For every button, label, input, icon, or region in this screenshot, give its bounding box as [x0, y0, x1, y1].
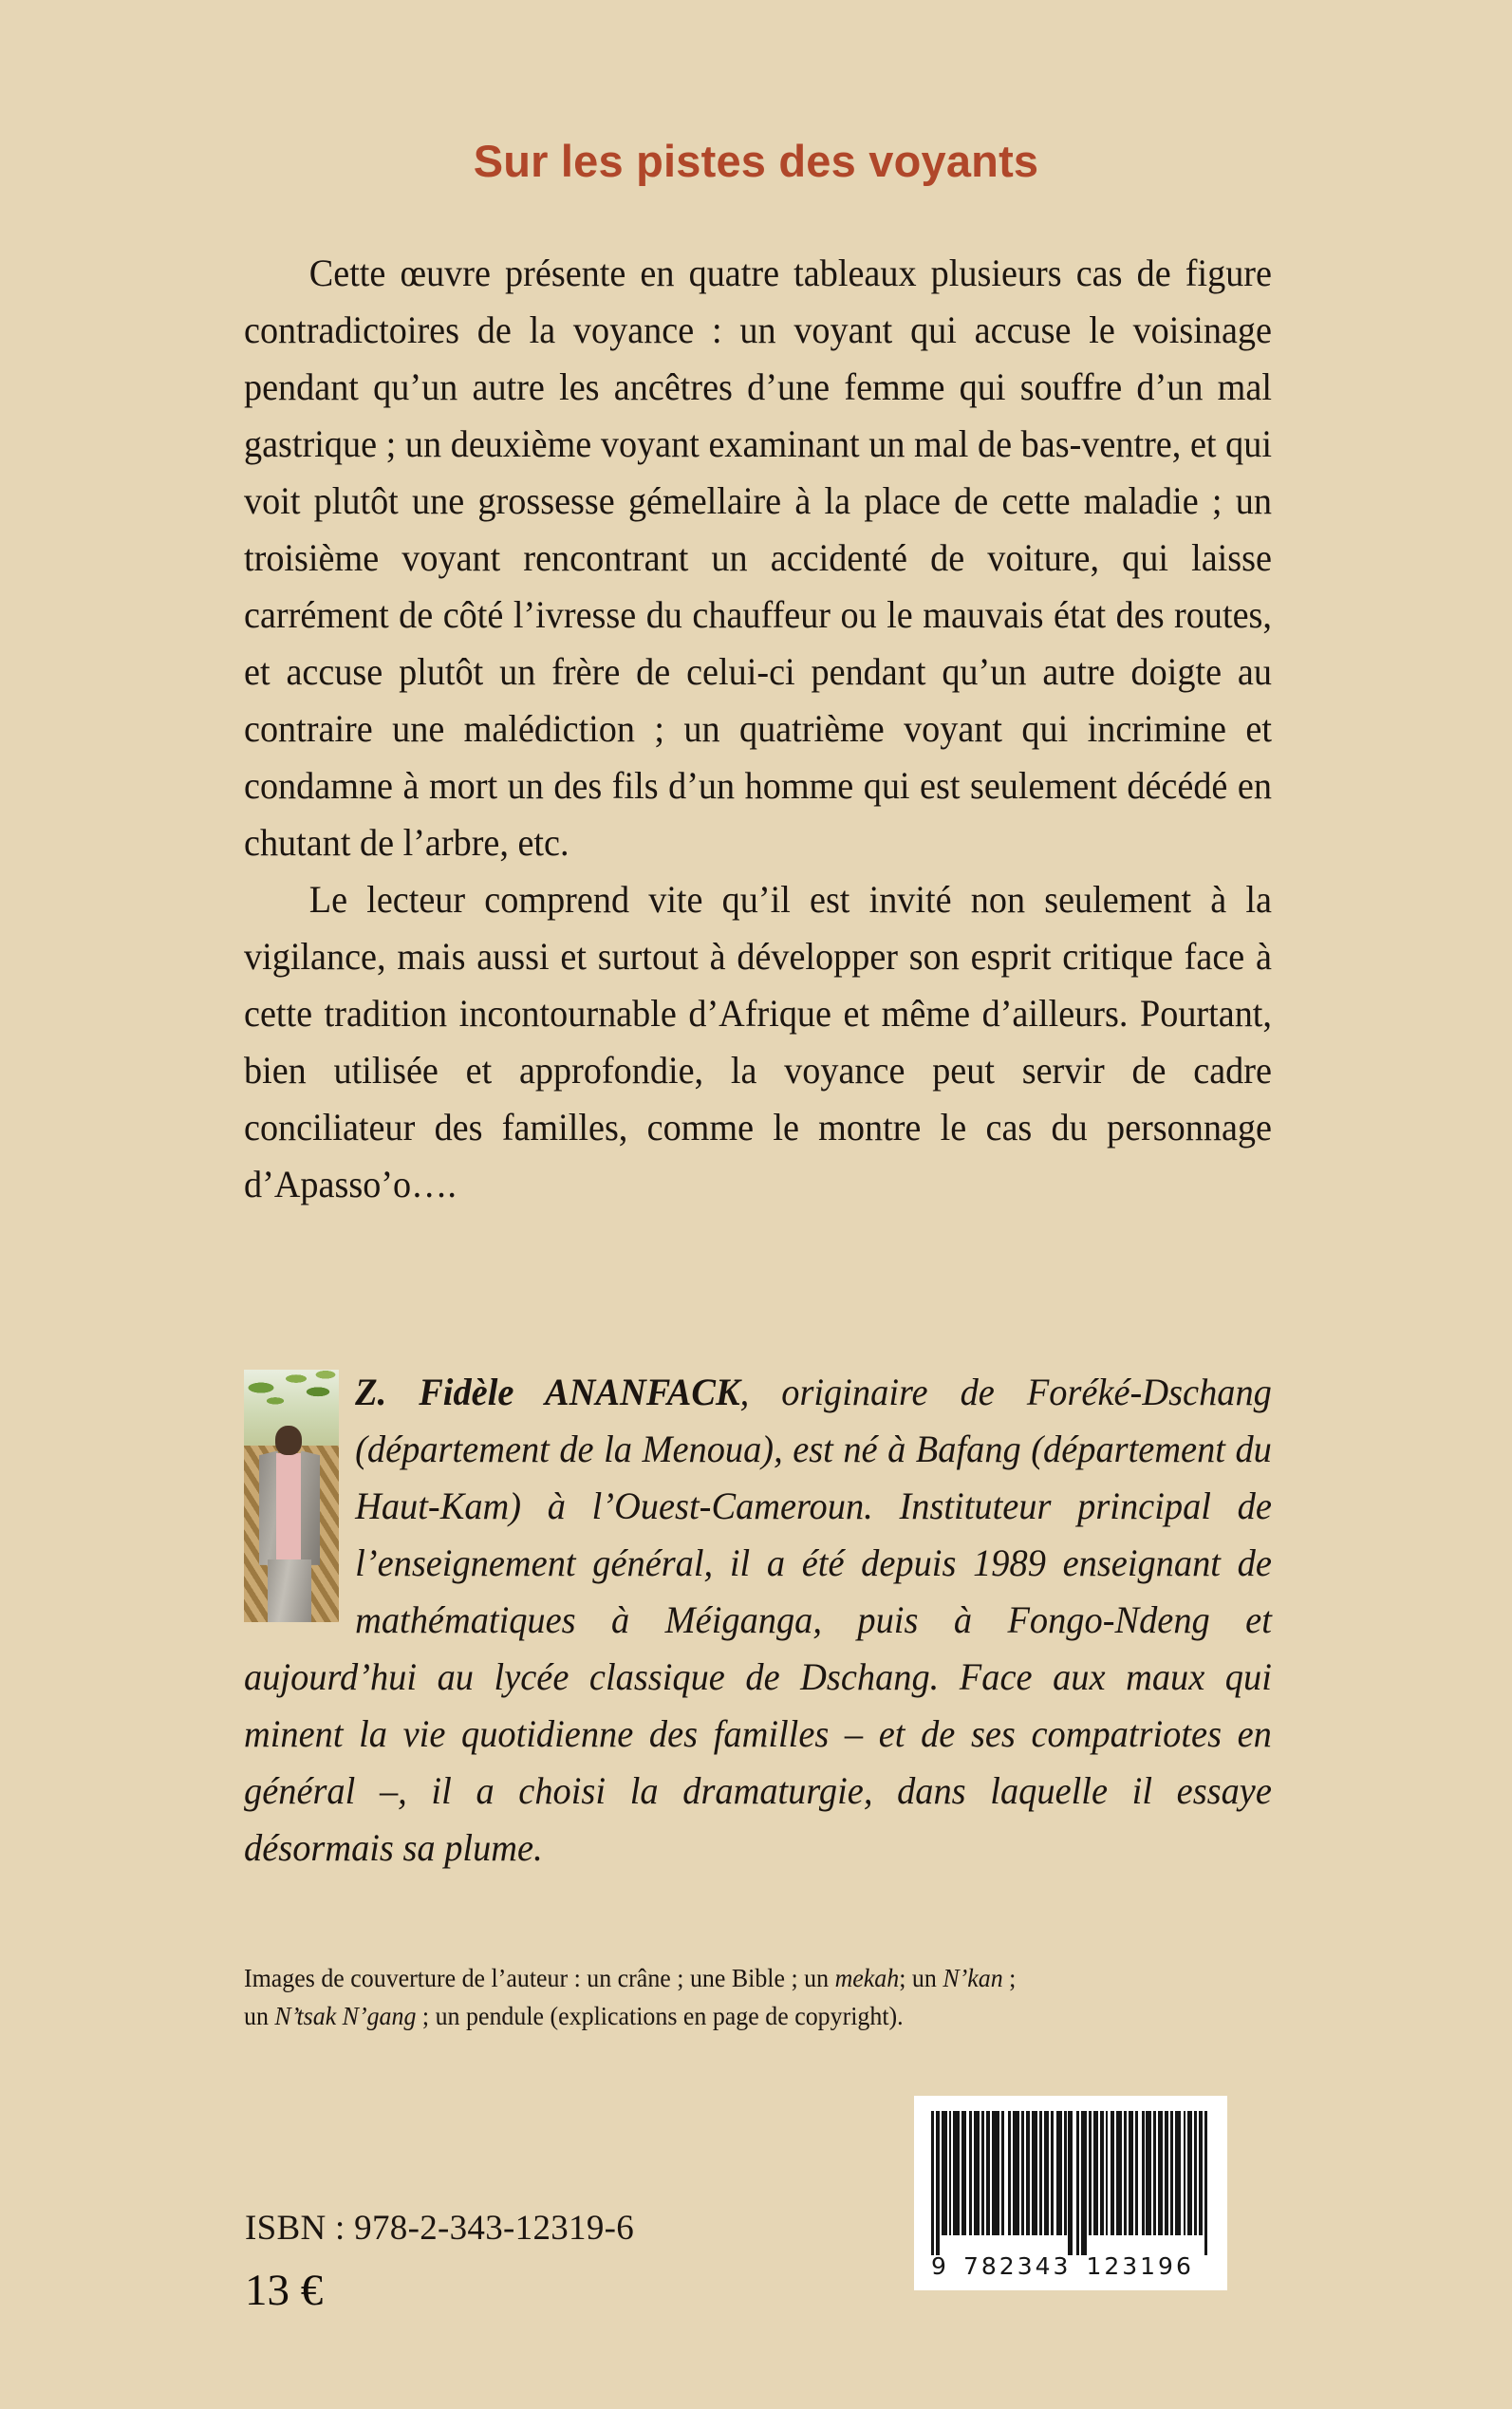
- footnote-seg-1: Images de couverture de l’auteur : un crâne ; une Bible ; un: [244, 1964, 835, 1992]
- barcode-bar: [953, 2111, 960, 2235]
- blurb-paragraph-2: Le lecteur comprend vite qu’il est invité non seulement à la vigilance, mais aussi et surtout à développer son esprit critique face à cette tradition incontournable d’Afrique et même d’ailleurs. Pourtant, bien utilisée et approfondie, la voyance peut servir de cadre conciliateur des familles, comme le montre le cas du personnage d’Apasso’o….: [244, 878, 1272, 1205]
- barcode-bar: [1008, 2111, 1011, 2235]
- barcode-bar: [1064, 2111, 1067, 2235]
- author-bio-body: , originaire de Foréké-Dschang (département de la Menoua), est né à Bafang (département du Haut-Kam) à l’Ouest-Cameroun. Instituteur principal de l’enseignement général, il a été depuis 1989 enseignant de mathématiques à Méiganga, puis à Fongo-Ndeng et aujourd’hui au lycée classique de Dschang. Face aux maux qui minent la vie quotidienne des familles – et de ses compatriotes en général –, il a choisi la dramaturgie, dans laquelle il essaye désormais sa plume.: [244, 1371, 1272, 1869]
- barcode-bar: [961, 2111, 966, 2235]
- barcode-bar: [1135, 2111, 1138, 2235]
- barcode-bar: [1187, 2111, 1192, 2235]
- barcode-bar: [1111, 2111, 1114, 2235]
- barcode-bar: [992, 2111, 999, 2235]
- barcode-bar: [1001, 2111, 1004, 2235]
- barcode-bar: [974, 2111, 980, 2235]
- barcode-right-group: 123196: [1086, 2252, 1194, 2280]
- barcode-bar: [1044, 2111, 1049, 2235]
- author-bio-text: [244, 1364, 1272, 1877]
- barcode-bar: [969, 2111, 972, 2235]
- barcode-bar: [986, 2111, 991, 2235]
- barcode-bar: [931, 2111, 934, 2255]
- ean-barcode: [914, 2096, 1227, 2290]
- footnote-seg-2: ; un: [899, 1964, 943, 1992]
- barcode-bar: [1068, 2111, 1073, 2255]
- barcode-bar: [1021, 2111, 1024, 2235]
- barcode-bar: [1100, 2111, 1104, 2235]
- barcode-bar: [1116, 2111, 1122, 2235]
- price-label: 13 €: [245, 2266, 324, 2315]
- barcode-bar: [1093, 2111, 1098, 2235]
- author-bio-container: [244, 1364, 1272, 1877]
- barcode-bar: [1184, 2111, 1186, 2235]
- barcode-bar: [1051, 2111, 1054, 2235]
- footnote-term-ntsak-ngang: N’tsak N’gang: [274, 2002, 417, 2030]
- blurb-paragraph-1: Cette œuvre présente en quatre tableaux plusieurs cas de figure contradictoires de la voyance : un voyant qui accuse le voisinage pendant qu’un autre les ancêtres d’une femme qui souffre d’un mal gastrique ; un deuxième voyant examinant un mal de bas-ventre, et qui voit plutôt une grossesse gémellaire à la place de cette maladie ; un troisième voyant rencontrant un accidenté de voiture, qui laisse carrément de côté l’ivresse du chauffeur ou le mauvais état des routes, et accuse plutôt un frère de celui-ci pendant qu’un autre doigte au contraire une malédiction ; un quatrième voyant qui incrimine et condamne à mort un des fils d’un homme qui est seulement décédé en chutant de l’arbre, etc.: [244, 252, 1272, 864]
- footnote-seg-3: ;: [1002, 1964, 1017, 1992]
- barcode-bar: [1175, 2111, 1181, 2235]
- barcode-digits: [931, 2252, 1210, 2280]
- author-name: Z. Fidèle ANANFACK: [355, 1371, 740, 1413]
- barcode-bar: [942, 2111, 947, 2235]
- barcode-bar: [1170, 2111, 1173, 2235]
- barcode-bar: [1056, 2111, 1062, 2235]
- barcode-bar: [936, 2111, 940, 2255]
- barcode-bar: [1076, 2111, 1079, 2255]
- barcode-bar: [981, 2111, 984, 2235]
- barcode-bar: [1124, 2111, 1127, 2235]
- footnote-term-mekah: mekah: [834, 1964, 900, 1992]
- footnote-term-nkan: N’kan: [943, 1964, 1003, 1992]
- barcode-bar: [1106, 2111, 1109, 2235]
- barcode-bar: [1081, 2111, 1087, 2255]
- barcode-bar: [1204, 2111, 1207, 2255]
- footnote-line-2: [244, 1997, 1256, 2035]
- barcode-bar: [1026, 2111, 1031, 2235]
- barcode-bar: [1129, 2111, 1133, 2235]
- footnote-line-1: [244, 1959, 1256, 1997]
- footnote-seg-4: un: [244, 2002, 275, 2030]
- barcode-bar: [1142, 2111, 1145, 2235]
- barcode-bar: [1153, 2111, 1156, 2235]
- barcode-bar: [1013, 2111, 1019, 2235]
- barcode-bar: [1032, 2111, 1037, 2235]
- cover-images-footnote: [244, 1959, 1256, 2035]
- isbn-label: ISBN : 978-2-343-12319-6: [245, 2209, 635, 2248]
- barcode-left-group: 782343: [963, 2252, 1072, 2280]
- barcode-bars: [931, 2111, 1210, 2255]
- page-title: Sur les pistes des voyants: [473, 136, 1039, 186]
- blurb-container: [244, 245, 1272, 1213]
- barcode-bar: [1194, 2111, 1197, 2235]
- barcode-lead-digit: 9: [931, 2252, 947, 2280]
- barcode-bar: [1199, 2111, 1203, 2235]
- footnote-seg-5: ; un pendule (explications en page de copyright).: [416, 2002, 904, 2030]
- barcode-bar: [1146, 2111, 1151, 2235]
- barcode-bar: [1158, 2111, 1163, 2235]
- barcode-bar: [949, 2111, 952, 2235]
- barcode-bar: [1089, 2111, 1092, 2235]
- barcode-bar: [1165, 2111, 1168, 2235]
- barcode-bar: [1039, 2111, 1042, 2235]
